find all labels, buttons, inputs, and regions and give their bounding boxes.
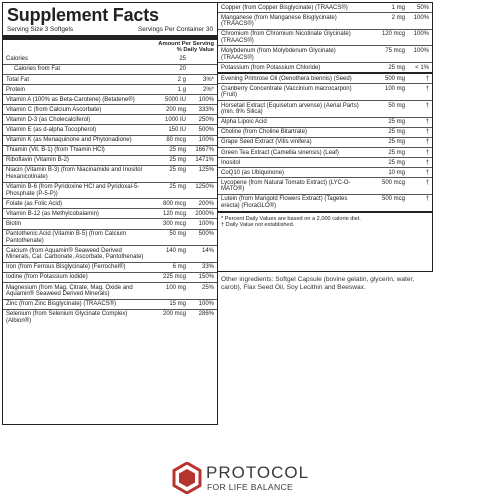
header-amount-dv xyxy=(150,41,214,54)
nutrient-row xyxy=(3,245,217,262)
nutrient-row xyxy=(3,218,217,228)
nutrient-daily-value: 150% xyxy=(198,274,214,281)
nutrient-amount: 50 mg xyxy=(169,231,186,237)
nutrient-row xyxy=(218,74,432,83)
nutrient-name: Magnesium (from Mag. Citrate, Mag. Oxide and Aquamin® Seaweed Derived Minerals) xyxy=(6,284,133,298)
nutrient-name: Inositol xyxy=(221,159,241,166)
nutrient-amount: 2 g xyxy=(177,76,186,83)
nutrient-name: Folate (as Folic Acid) xyxy=(6,200,63,207)
nutrient-name: Vitamin B-12 (as Methylcobalamin) xyxy=(6,210,99,217)
nutrient-amount: 80 mcg xyxy=(166,137,186,144)
left-nutrient-table xyxy=(3,55,217,326)
nutrient-daily-value: 100% xyxy=(413,14,429,21)
nutrient-amount: 140 mg xyxy=(165,247,186,254)
nutrient-amount: 2 mg xyxy=(391,14,405,21)
nutrient-daily-value: 25% xyxy=(201,284,214,291)
nutrient-name: Evening Primrose Oil (Oenothera biennis) (Seed) xyxy=(221,75,352,82)
nutrient-amount: 6 mg xyxy=(172,264,186,271)
nutrient-amount: 25 mg xyxy=(388,149,405,156)
nutrient-daily-value: 2%* xyxy=(202,86,214,93)
nutrient-name: Pantothenic Acid (Vitamin B-5) (from Calcium Pantothenate) xyxy=(6,231,127,244)
nutrient-amount: 25 mg xyxy=(169,184,186,191)
nutrient-amount: 75 mcg xyxy=(385,47,405,54)
nutrient-row xyxy=(218,3,432,12)
nutrient-row xyxy=(218,157,432,167)
nutrient-amount: 25 mg xyxy=(388,129,405,136)
supplement-facts-left-panel xyxy=(2,2,218,425)
nutrient-name: Potassium (from Potassium Chloride) xyxy=(221,64,321,71)
nutrient-name: Calories from Fat xyxy=(14,66,61,73)
nutrient-amount: 5000 IU xyxy=(164,96,186,103)
nutrient-name: Calories xyxy=(6,56,29,63)
nutrient-row xyxy=(3,84,217,94)
nutrient-amount: 1000 IU xyxy=(164,116,186,123)
label-title: Supplement Facts xyxy=(7,5,159,25)
nutrient-daily-value: 125% xyxy=(198,167,214,174)
nutrient-amount: 100 mg xyxy=(165,284,186,291)
nutrient-row xyxy=(3,145,217,155)
nutrient-daily-value: 2000% xyxy=(195,210,214,217)
nutrient-row xyxy=(218,100,432,117)
nutrient-daily-value: 3%* xyxy=(202,76,214,83)
nutrient-name: Thiamin (Vit. B-1) (from Thiamin HCl) xyxy=(6,147,105,154)
nutrient-daily-value: † xyxy=(425,196,429,203)
nutrient-name: Green Tea Extract (Camellia sinensis) (Leaf) xyxy=(221,149,339,156)
nutrient-name: Vitamin C (from Calcium Ascorbate) xyxy=(6,106,102,113)
nutrient-daily-value: † xyxy=(425,129,429,136)
nutrient-amount: 50 mg xyxy=(388,102,405,109)
nutrient-amount: 500 mg xyxy=(384,75,405,82)
nutrient-row xyxy=(218,29,432,46)
nutrient-name: Vitamin E (as d-alpha Tocopherol) xyxy=(6,126,97,133)
nutrient-name: Vitamin B-6 (from Pyridoxine HCl and Pyridoxal-5-Phosphate (P-5-P)) xyxy=(6,184,140,197)
nutrient-name: Molybdenum (from Molybdenum Glycinate) (TRAACS®) xyxy=(221,47,336,61)
nutrient-amount: 25 xyxy=(179,56,186,63)
nutrient-name: Riboflavin (Vitamin B-2) xyxy=(6,157,69,164)
nutrient-row xyxy=(218,117,432,127)
nutrient-daily-value: † xyxy=(425,85,429,92)
nutrient-daily-value: 33% xyxy=(201,264,214,271)
nutrient-row xyxy=(218,45,432,62)
nutrient-amount: 25 mg xyxy=(169,167,186,174)
nutrient-amount: 25 mg xyxy=(169,147,186,154)
nutrient-amount: 10 mg xyxy=(388,169,405,176)
nutrient-name: Grape Seed Extract (Vitis vinifera) xyxy=(221,139,312,146)
nutrient-name: Biotin xyxy=(6,220,22,227)
nutrient-amount: 25 mg xyxy=(388,159,405,166)
serving-info xyxy=(3,25,217,35)
nutrient-row xyxy=(3,155,217,165)
nutrient-name: Total Fat xyxy=(6,76,30,83)
nutrient-daily-value: 250% xyxy=(198,116,214,123)
nutrient-name: Lutein (from Marigold Flowers Extract) (Tagetes erecta) (FloraGLO®) xyxy=(221,196,348,210)
other-ingredients-text: Other ingredients: Softgel Capsule (bovine gelatin, glycerin, water, carob), Flax Seed Oil, Soy Lecithin and Beeswax. xyxy=(221,276,415,291)
nutrient-amount: 500 mcg xyxy=(381,179,405,186)
nutrient-daily-value: 14% xyxy=(201,247,214,254)
nutrient-row xyxy=(3,272,217,282)
nutrient-daily-value: 100% xyxy=(413,31,429,38)
nutrient-amount: 25 mg xyxy=(388,119,405,126)
nutrient-daily-value: 100% xyxy=(413,47,429,54)
nutrient-row xyxy=(3,282,217,299)
nutrient-name: Cranberry Concentrate (Vaccinium macrocarpon) (Fruit) xyxy=(221,85,352,99)
nutrient-daily-value: † xyxy=(425,75,429,82)
nutrient-daily-value xyxy=(186,66,214,73)
nutrient-daily-value: 500% xyxy=(198,126,214,133)
nutrient-name: Calcium (from Aquamin® Seaweed Derived Minerals, Cal. Carbonate, Ascorbate, Pantothenate) xyxy=(6,247,144,261)
nutrient-row xyxy=(3,135,217,145)
nutrient-name: Manganese (from Manganese Bisglycinate) (TRAACS®) xyxy=(221,14,337,28)
nutrient-daily-value: † xyxy=(425,159,429,166)
nutrient-daily-value: < 1% xyxy=(415,64,429,71)
nutrient-row xyxy=(3,198,217,208)
nutrient-amount: 300 mcg xyxy=(162,220,186,227)
nutrient-name: Alpha Lipoic Acid xyxy=(221,119,267,126)
nutrient-daily-value: 100% xyxy=(198,301,214,308)
nutrient-amount: 120 mcg xyxy=(162,210,186,217)
nutrient-row xyxy=(3,55,217,64)
nutrient-name: Chromium (from Chromium Nicotinate Glycinate) (TRAACS®) xyxy=(221,31,351,44)
nutrient-row xyxy=(3,165,217,182)
nutrient-name: Iron (from Ferrous Bisglycinate) (Ferrochel®) xyxy=(6,264,126,271)
nutrient-name: Vitamin A (100% as Beta-Carotene) (Betatene®) xyxy=(6,96,135,103)
supplement-facts-right-panel xyxy=(217,2,433,272)
nutrient-amount: 200 mcg xyxy=(162,311,186,318)
nutrient-amount: 25 mg xyxy=(388,139,405,146)
header-dv: % Daily Value xyxy=(176,47,214,54)
nutrient-row xyxy=(3,309,217,326)
nutrient-daily-value: 100% xyxy=(198,137,214,144)
nutrient-amount: 150 IU xyxy=(168,126,186,133)
nutrient-row xyxy=(218,12,432,29)
nutrient-row xyxy=(218,147,432,157)
nutrient-row xyxy=(3,64,217,74)
nutrient-name: Lycopene (from Natural Tomato Extract) (LYC-O-MATO®) xyxy=(221,179,351,193)
nutrient-daily-value: 100% xyxy=(198,220,214,227)
nutrient-amount: 25 mg xyxy=(388,64,405,71)
footnotes xyxy=(218,211,432,231)
nutrient-daily-value: 50% xyxy=(416,4,429,11)
nutrient-name: Vitamin D-3 (as Cholecalciferol) xyxy=(6,116,91,123)
serving-size: Serving Size 3 Softgels xyxy=(7,26,74,33)
nutrient-name: Protein xyxy=(6,86,26,93)
nutrient-row xyxy=(3,229,217,246)
nutrient-daily-value: 1667% xyxy=(195,147,214,154)
nutrient-row xyxy=(218,83,432,100)
nutrient-daily-value: 500% xyxy=(198,231,214,237)
nutrient-row xyxy=(218,194,432,211)
nutrient-row xyxy=(3,94,217,104)
nutrient-row xyxy=(3,74,217,84)
nutrient-row xyxy=(218,167,432,177)
brand-name: PROTOCOL xyxy=(206,463,310,482)
nutrient-daily-value: 1250% xyxy=(195,184,214,191)
nutrient-daily-value: 200% xyxy=(198,200,214,207)
nutrient-name: Niacin (Vitamin B-3) (from Niacinamide and Inositol Hexanicotinate) xyxy=(6,167,142,180)
nutrient-daily-value: 1471% xyxy=(195,157,214,164)
brand-tagline: FOR LIFE BALANCE xyxy=(207,482,293,492)
nutrient-row xyxy=(218,62,432,72)
hexagon-logo-icon xyxy=(172,462,202,494)
nutrient-amount: 20 xyxy=(179,66,186,73)
nutrient-name: Zinc (from Zinc Bisglycinate) (TRAACS®) xyxy=(6,301,117,308)
nutrient-row xyxy=(3,104,217,114)
nutrient-amount: 225 mcg xyxy=(162,274,186,281)
servings-per-container: Servings Per Container 30 xyxy=(138,26,213,33)
nutrient-amount: 800 mcg xyxy=(162,200,186,207)
nutrient-name: Choline (from Choline Bitartrate) xyxy=(221,129,308,136)
nutrient-name: Iodine (from Potassium Iodide) xyxy=(6,274,88,281)
nutrient-amount: 120 mcg xyxy=(381,31,405,38)
nutrient-name: Horsetail Extract (Equisetum arvense) (Aerial Parts) (min. 8% Silica) xyxy=(221,102,359,116)
nutrient-row xyxy=(3,182,217,199)
nutrient-amount: 500 mcg xyxy=(381,196,405,203)
nutrient-name: Copper (from Copper Bisglycinate) (TRAACS®) xyxy=(221,4,348,11)
nutrient-name: Vitamin K (as Menaquinone and Phytonadione) xyxy=(6,137,132,144)
nutrient-daily-value xyxy=(186,56,214,63)
header-amount: Amount Per Serving xyxy=(158,41,214,47)
nutrient-amount: 25 mg xyxy=(169,157,186,164)
nutrient-amount: 1 g xyxy=(177,86,186,93)
nutrient-daily-value: † xyxy=(425,102,429,109)
nutrient-name: CoQ10 (as Ubiquinone) xyxy=(221,169,285,176)
column-header xyxy=(3,40,217,55)
footnote-dagger: † Daily Value not established. xyxy=(221,222,295,229)
nutrient-amount: 15 mg xyxy=(169,301,186,308)
nutrient-daily-value: 100% xyxy=(198,96,214,103)
nutrient-row xyxy=(3,114,217,124)
nutrient-daily-value: † xyxy=(425,139,429,146)
nutrient-amount: 200 mg xyxy=(165,106,186,113)
nutrient-amount: 100 mg xyxy=(384,85,405,92)
nutrient-daily-value: † xyxy=(425,119,429,126)
right-botanical-table xyxy=(218,74,432,210)
nutrient-daily-value: † xyxy=(425,149,429,156)
brand-logo-block xyxy=(172,460,332,496)
nutrient-row xyxy=(218,177,432,194)
nutrient-daily-value: † xyxy=(425,179,429,186)
nutrient-amount: 1 mg xyxy=(391,4,405,11)
nutrient-daily-value: † xyxy=(425,169,429,176)
nutrient-row xyxy=(3,208,217,218)
nutrient-row xyxy=(218,127,432,137)
footnote-dv: * Percent Daily Values are based on a 2,000 calorie diet. xyxy=(221,215,361,222)
nutrient-daily-value: 286% xyxy=(198,311,214,318)
nutrient-name: Selenium (from Selenium Glycinate Complex) (Albion®) xyxy=(6,311,128,324)
nutrient-row xyxy=(3,124,217,134)
nutrient-row xyxy=(3,299,217,309)
nutrient-row xyxy=(3,262,217,272)
right-mineral-table xyxy=(218,3,432,72)
nutrient-row xyxy=(218,137,432,147)
nutrient-daily-value: 333% xyxy=(198,106,214,113)
